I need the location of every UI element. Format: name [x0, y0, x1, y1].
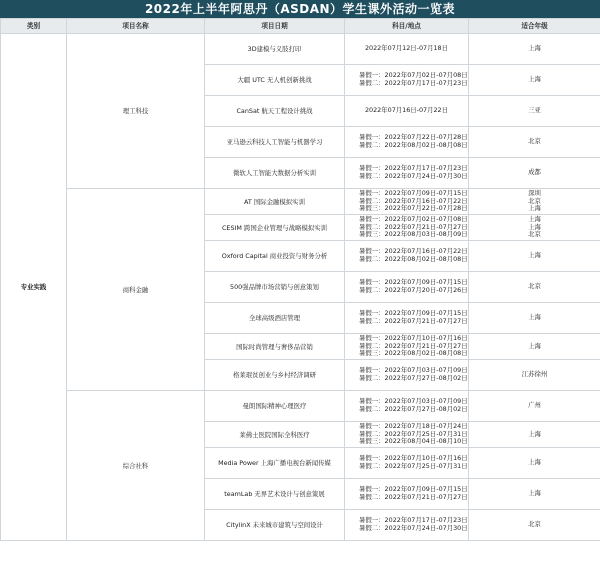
- date-line: 暑假三：2022年08月02日-08月08日: [359, 349, 468, 358]
- subcategory-cell: 理工科技: [67, 34, 205, 189]
- location-line: 上海: [528, 341, 541, 350]
- project-date-cell: [345, 189, 469, 215]
- location-line: 北京: [528, 196, 541, 205]
- date-line: 暑假一：2022年07月03日-07月09日: [359, 366, 468, 375]
- location-cell: [469, 360, 600, 391]
- project-date-cell: [345, 391, 469, 422]
- project-name-cell: Media Power 上海广播电视台新闻传媒: [205, 448, 345, 479]
- location-line: 北京: [528, 282, 541, 291]
- project-date-cell: [345, 241, 469, 272]
- location-cell: [469, 272, 600, 303]
- project-date-cell: [345, 127, 469, 158]
- date-line: 暑假二：2022年07月16日-07月22日: [359, 196, 468, 205]
- project-date-cell: [345, 422, 469, 448]
- location-cell: [469, 303, 600, 334]
- date-line: 暑假一：2022年07月02日-07月08日: [359, 71, 468, 80]
- date-line: 暑假二：2022年07月24日-07月30日: [359, 172, 468, 180]
- location-line: 成都: [528, 168, 541, 177]
- location-cell: [469, 334, 600, 360]
- location-cell: [469, 241, 600, 272]
- date-line: 暑假一：2022年07月22日-07月28日: [359, 133, 468, 142]
- project-date-cell: [345, 34, 469, 65]
- location-cell: [469, 479, 600, 510]
- location-line: 上海: [528, 489, 541, 498]
- date-line: 暑假二：2022年07月21日-07月27日: [359, 341, 468, 350]
- project-name-cell: 大疆 UTC 无人机创新挑战: [205, 65, 345, 96]
- location-line: 上海: [528, 429, 541, 438]
- project-name-cell: 微软人工智能大数据分析实训: [205, 158, 345, 189]
- page-title: 2022年上半年阿思丹（ASDAN）学生课外活动一览表: [0, 0, 600, 18]
- location-cell: [469, 391, 600, 422]
- project-name-cell: teamLab 无界艺术设计与创意策展: [205, 479, 345, 510]
- header-project-date: 项目日期: [205, 19, 345, 34]
- date-line: 暑假三：2022年07月22日-07月28日: [359, 204, 468, 213]
- location-cell: [469, 189, 600, 215]
- activity-table: [0, 18, 600, 541]
- location-cell: [469, 158, 600, 189]
- project-name-cell: CitylinX 未来城市建筑与空间设计: [205, 510, 345, 541]
- table-row: [1, 34, 600, 65]
- location-cell: [469, 510, 600, 541]
- project-name-cell: Oxford Capital 商业投资与财务分析: [205, 241, 345, 272]
- date-line: 暑假一：2022年07月10日-07月16日: [359, 333, 468, 342]
- subcategory-cell: 商科金融: [67, 189, 205, 391]
- location-cell: [469, 34, 600, 65]
- project-name-cell: 曼朗国际精神心理医疗: [205, 391, 345, 422]
- project-date-cell: [345, 158, 469, 189]
- subcategory-cell: 综合社科: [67, 391, 205, 541]
- location-cell: [469, 127, 600, 158]
- location-cell: [469, 65, 600, 96]
- header-location: 科目/地点: [345, 19, 469, 34]
- location-cell: [469, 448, 600, 479]
- project-name-cell: AT 国际金融模拟实训: [205, 189, 345, 215]
- project-name-cell: CanSat 航天工程设计挑战: [205, 96, 345, 127]
- location-line: 上海: [528, 313, 541, 322]
- location-line: 上海: [528, 214, 541, 223]
- date-line: 暑假二：2022年07月21日-07月27日: [359, 222, 468, 231]
- project-date-cell: [345, 215, 469, 241]
- date-line: 暑假二：2022年08月02日-08月08日: [359, 141, 468, 149]
- project-name-cell: 国际时尚管理与奢侈品营销: [205, 334, 345, 360]
- project-date-cell: [345, 448, 469, 479]
- location-line: 广州: [528, 401, 541, 410]
- date-line: 暑假一：2022年07月09日-07月15日: [359, 278, 468, 287]
- header-category: 类别: [1, 19, 67, 34]
- date-line: 暑假二：2022年07月21日-07月27日: [359, 493, 468, 501]
- date-line: 暑假一：2022年07月03日-07月09日: [359, 397, 468, 406]
- date-line: 2022年07月16日-07月22日: [364, 106, 449, 115]
- date-line: 暑假二：2022年07月25日-07月31日: [359, 462, 468, 470]
- date-line: 暑假一：2022年07月10日-07月16日: [359, 454, 468, 463]
- date-line: 暑假二：2022年07月20日-07月26日: [359, 286, 468, 294]
- project-date-cell: [345, 65, 469, 96]
- date-line: 暑假一：2022年07月16日-07月22日: [359, 247, 468, 256]
- date-line: 暑假一：2022年07月17日-07月23日: [359, 516, 468, 525]
- date-line: 暑假二：2022年07月21日-07月27日: [359, 317, 468, 325]
- project-name-cell: 3D建模与义肢打印: [205, 34, 345, 65]
- project-name-cell: 莱佛士医院国际全科医疗: [205, 422, 345, 448]
- location-line: 上海: [528, 204, 541, 213]
- project-date-cell: [345, 272, 469, 303]
- table-row: [1, 391, 600, 422]
- date-line: 暑假一：2022年07月18日-07月24日: [359, 421, 468, 430]
- table-row: [1, 189, 600, 215]
- location-line: 北京: [528, 230, 541, 239]
- date-line: 暑假一：2022年07月09日-07月15日: [359, 188, 468, 197]
- date-line: 暑假二：2022年07月27日-08月02日: [359, 405, 468, 413]
- table-body: [1, 34, 600, 541]
- project-date-cell: [345, 510, 469, 541]
- project-name-cell: 亚马逊云科技人工智能与机器学习: [205, 127, 345, 158]
- location-line: 上海: [528, 222, 541, 231]
- date-line: 暑假一：2022年07月02日-07月08日: [359, 214, 468, 223]
- date-line: 暑假三：2022年08月03日-08月09日: [359, 230, 468, 239]
- header-project-name: 项目名称: [67, 19, 205, 34]
- date-line: 暑假二：2022年07月17日-07月23日: [359, 79, 468, 87]
- date-line: 2022年07月12日-07月18日: [364, 44, 449, 53]
- location-cell: [469, 96, 600, 127]
- header-row: [1, 19, 600, 34]
- date-line: 暑假一：2022年07月17日-07月23日: [359, 164, 468, 173]
- location-line: 北京: [528, 520, 541, 529]
- date-line: 暑假二：2022年07月25日-07月31日: [359, 429, 468, 438]
- location-cell: [469, 215, 600, 241]
- location-line: 江苏徐州: [521, 370, 548, 379]
- project-name-cell: 格莱珉贫创业与乡村经济调研: [205, 360, 345, 391]
- project-name-cell: CESIM 跨国企业管理与战略模拟实训: [205, 215, 345, 241]
- date-line: 暑假三：2022年08月04日-08月10日: [359, 437, 468, 446]
- location-line: 三亚: [528, 106, 541, 115]
- project-date-cell: [345, 96, 469, 127]
- location-line: 上海: [528, 75, 541, 84]
- location-line: 北京: [528, 137, 541, 146]
- location-line: 深圳: [528, 188, 541, 197]
- location-line: 上海: [528, 251, 541, 260]
- project-date-cell: [345, 334, 469, 360]
- date-line: 暑假二：2022年08月02日-08月08日: [359, 255, 468, 263]
- date-line: 暑假二：2022年07月24日-07月30日: [359, 524, 468, 532]
- project-date-cell: [345, 360, 469, 391]
- header-grade: 适合年级: [469, 19, 600, 34]
- project-date-cell: [345, 479, 469, 510]
- location-line: 上海: [528, 458, 541, 467]
- date-line: 暑假一：2022年07月09日-07月15日: [359, 485, 468, 494]
- location-cell: [469, 422, 600, 448]
- category-cell: 专业实践: [1, 34, 67, 541]
- date-line: 暑假二：2022年07月27日-08月02日: [359, 374, 468, 382]
- date-line: 暑假一：2022年07月09日-07月15日: [359, 309, 468, 318]
- project-name-cell: 全球高级酒店管理: [205, 303, 345, 334]
- location-line: 上海: [528, 44, 541, 53]
- project-name-cell: 500强品牌市场营销与创意策划: [205, 272, 345, 303]
- project-date-cell: [345, 303, 469, 334]
